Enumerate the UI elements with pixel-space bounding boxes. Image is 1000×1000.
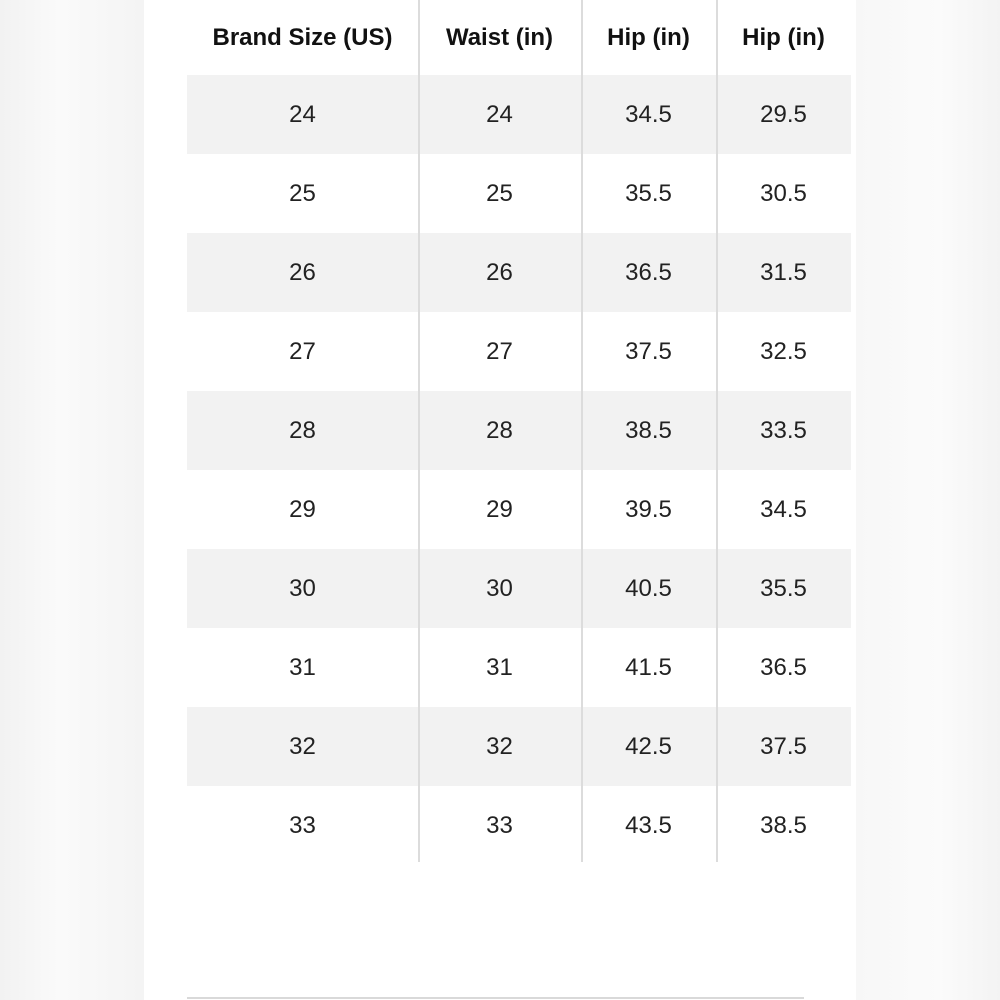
table-row [187,707,851,786]
bottom-rule [187,997,804,999]
table-row [187,75,851,154]
column-header-waist: Waist (in) [445,23,554,51]
cell-hip: 43.5 [625,811,672,839]
cell-hip: 36.5 [625,258,672,286]
cell-brand-size: 31 [289,653,316,681]
cell-waist: 28 [486,416,513,444]
cell-brand-size: 24 [289,100,316,128]
cell-waist: 27 [486,337,513,365]
cell-hip: 41.5 [625,653,672,681]
cell-waist: 26 [486,258,513,286]
cell-hip-second: 35.5 [760,574,807,602]
cell-waist: 29 [486,495,513,523]
cell-hip: 38.5 [625,416,672,444]
cell-brand-size: 29 [289,495,316,523]
column-divider [418,0,420,862]
cell-waist: 31 [486,653,513,681]
column-divider [581,0,583,862]
cell-brand-size: 25 [289,179,316,207]
cell-hip-second: 32.5 [760,337,807,365]
table-header-row [187,0,851,75]
table-row [187,470,851,549]
table-row [187,312,851,391]
cell-hip: 39.5 [625,495,672,523]
cell-waist: 30 [486,574,513,602]
cell-brand-size: 26 [289,258,316,286]
cell-waist: 33 [486,811,513,839]
cell-brand-size: 33 [289,811,316,839]
table-row [187,391,851,470]
cell-hip-second: 30.5 [760,179,807,207]
column-header-brand-size: Brand Size (US) [212,23,393,51]
table-row [187,786,851,865]
cell-hip-second: 34.5 [760,495,807,523]
cell-hip-second: 33.5 [760,416,807,444]
cell-waist: 24 [486,100,513,128]
column-divider [716,0,718,862]
cell-hip: 40.5 [625,574,672,602]
cell-hip-second: 38.5 [760,811,807,839]
table-row [187,628,851,707]
table-row [187,233,851,312]
cell-hip-second: 36.5 [760,653,807,681]
cell-hip-second: 31.5 [760,258,807,286]
cell-hip-second: 37.5 [760,732,807,760]
cell-waist: 25 [486,179,513,207]
cell-brand-size: 30 [289,574,316,602]
column-header-hip: Hip (in) [607,23,690,51]
cell-hip: 42.5 [625,732,672,760]
table-row [187,549,851,628]
column-header-hip-second: Hip (in) [742,23,825,51]
cell-brand-size: 28 [289,416,316,444]
cell-brand-size: 32 [289,732,316,760]
size-chart-table [187,0,851,865]
cell-hip: 37.5 [625,337,672,365]
cell-hip: 35.5 [625,179,672,207]
cell-hip: 34.5 [625,100,672,128]
table-row [187,154,851,233]
cell-hip-second: 29.5 [760,100,807,128]
size-chart-panel [144,0,856,1000]
cell-brand-size: 27 [289,337,316,365]
cell-waist: 32 [486,732,513,760]
